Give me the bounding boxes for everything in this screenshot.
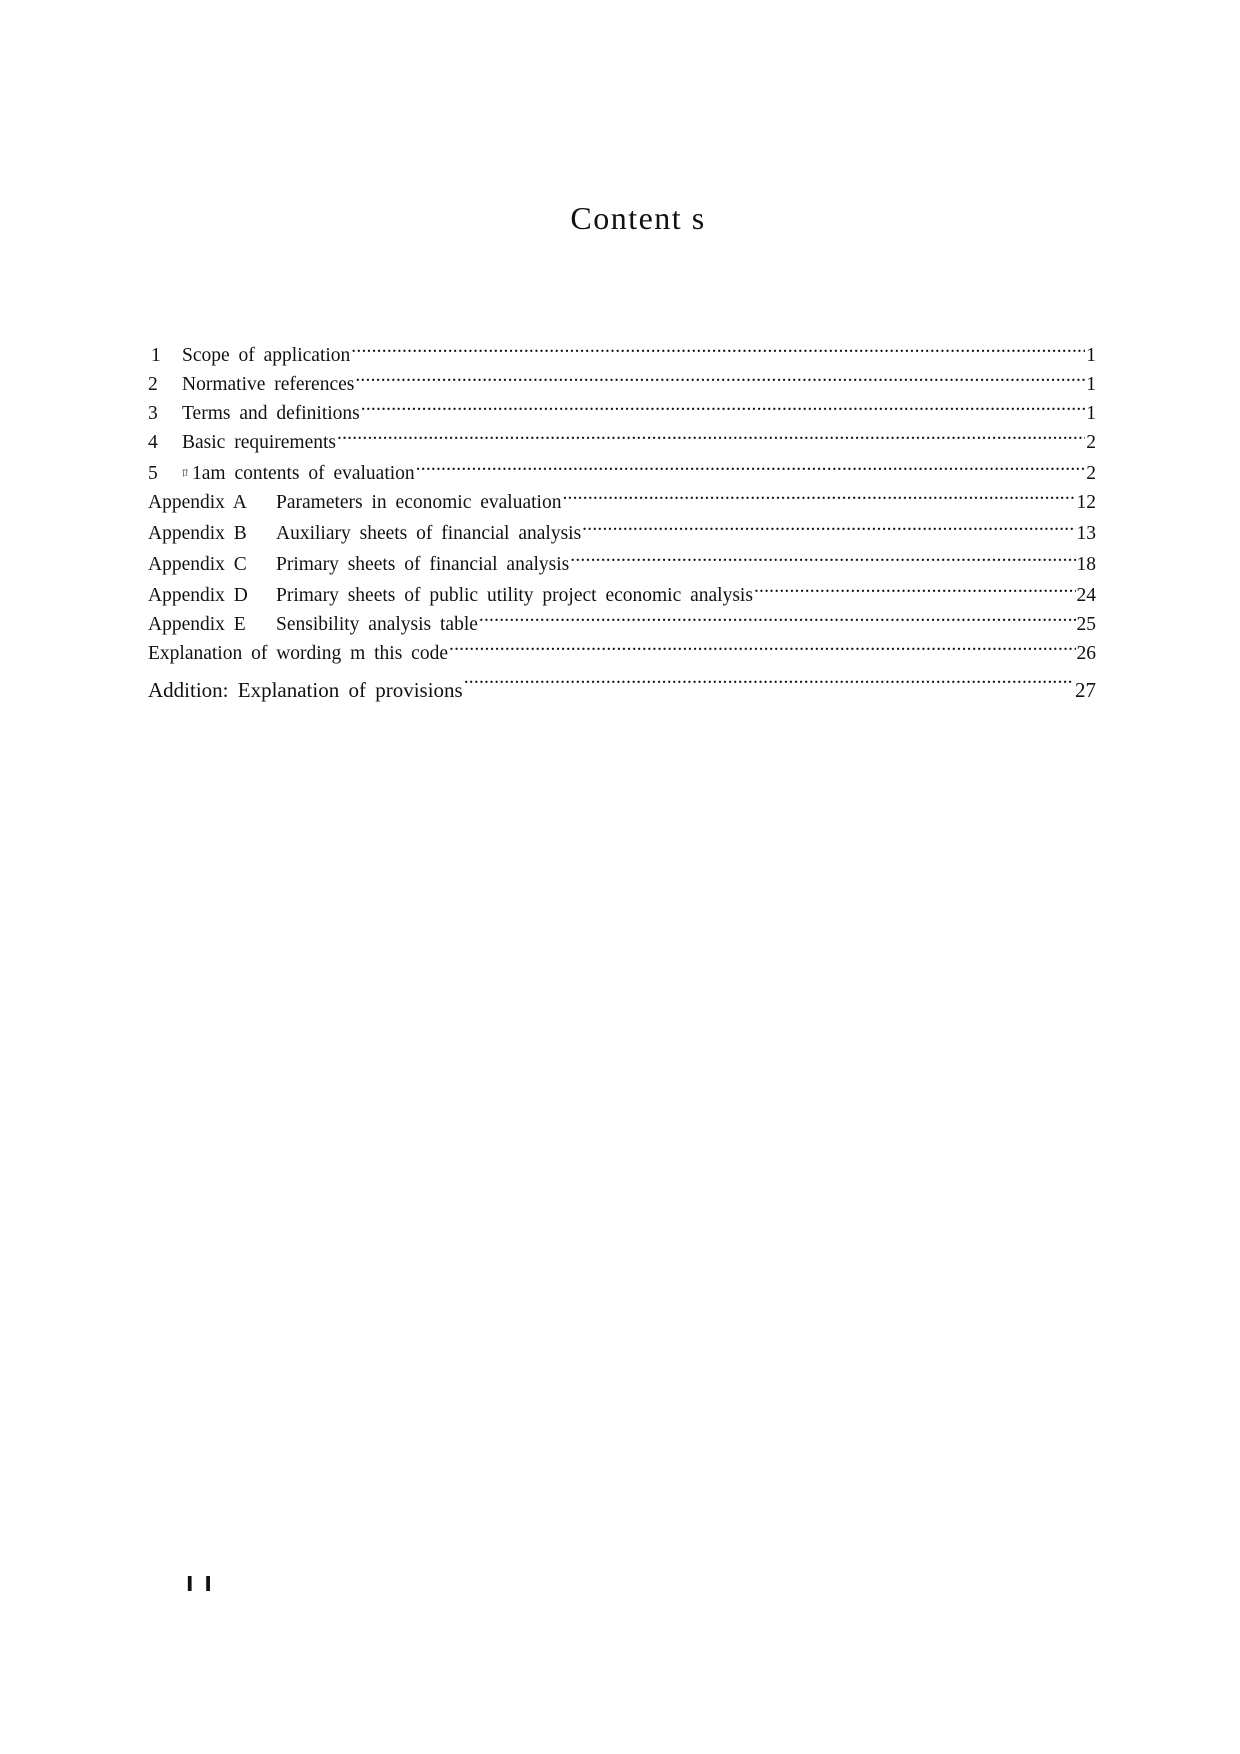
toc-dot-leader [361,390,1085,419]
toc-dot-leader [416,448,1086,479]
toc-entry-appendix: Appendix B [148,523,247,544]
toc-entry-page: 25 [1076,614,1096,635]
toc-entry-explanation-of-wording[interactable] [148,630,1096,664]
toc-entry-appendix-a[interactable] [148,479,1096,513]
toc-entry-label: Parameters in economic evaluation [276,492,562,513]
toc-dot-leader [355,361,1085,390]
toc-dot-leader [479,601,1076,630]
toc-entry-label: Primary sheets of financial analysis [276,554,570,575]
toc-entry-label: Scope of application [182,345,351,366]
toc-entry-page: 2 [1086,432,1096,453]
toc-dot-leader [754,570,1076,601]
toc-entry-label: Explanation of wording m this code [148,643,448,664]
toc-entry-page: 13 [1076,523,1096,544]
toc-entry-label: Basic requirements [182,432,336,453]
toc-entry-appendix-b[interactable] [148,508,1096,544]
toc-entry-appendix: Appendix C [148,554,247,575]
toc-dot-leader [582,508,1075,539]
toc-entry-normative-references[interactable] [148,361,1096,395]
page-number: I I [186,1572,214,1596]
toc-entry-contents-of-evaluation[interactable] [148,448,1096,484]
toc-entry-label: Auxiliary sheets of financial analysis [276,523,582,544]
toc-dot-leader [449,630,1076,659]
toc-entry-page: 1 [1086,403,1096,424]
toc-entry-appendix-d[interactable] [148,570,1096,606]
toc-entry-page: 26 [1076,643,1096,664]
toc-entry-page: 12 [1076,492,1096,513]
garbled-glyph: ﾛ [182,466,189,480]
toc-entry-scope[interactable] [148,332,1096,366]
toc-entry-page: 24 [1076,585,1096,606]
toc-entry-number: 4 [148,432,158,453]
toc-entry-page: 1 [1086,374,1096,395]
toc-entry-page: 18 [1076,554,1096,575]
toc-dot-leader [464,659,1074,697]
toc-entry-label: Primary sheets of public utility project economic analysis [276,585,753,606]
table-of-contents [148,332,1096,702]
toc-entry-basic-requirements[interactable] [148,419,1096,453]
toc-dot-leader [337,419,1085,448]
toc-entry-page: 1 [1086,345,1096,366]
toc-entry-appendix-e[interactable] [148,601,1096,635]
toc-dot-leader [570,539,1075,570]
toc-entry-appendix: Appendix A [148,492,247,513]
toc-entry-appendix-c[interactable] [148,539,1096,575]
toc-entry-number: 3 [148,403,158,424]
toc-entry-label: Normative references [182,374,355,395]
toc-entry-label: Sensibility analysis table [276,614,478,635]
toc-entry-page: 2 [1086,463,1096,484]
toc-entry-page: 27 [1075,678,1096,702]
toc-entry-number: 5 [148,463,158,484]
toc-entry-number: 2 [148,374,158,395]
toc-entry-appendix: Appendix E [148,614,246,635]
toc-entry-label: Addition: Explanation of provisions [148,678,463,702]
toc-entry-addition[interactable] [148,659,1096,702]
toc-entry-label-text: 1am contents of evaluation [192,463,415,484]
page-title: Content s [570,200,706,236]
toc-entry-label: Terms and definitions [182,403,360,424]
toc-entry-appendix: Appendix D [148,585,248,606]
toc-dot-leader [562,479,1075,508]
toc-dot-leader [351,332,1085,361]
toc-entry-number: 1 [151,345,161,366]
toc-entry-terms[interactable] [148,390,1096,424]
